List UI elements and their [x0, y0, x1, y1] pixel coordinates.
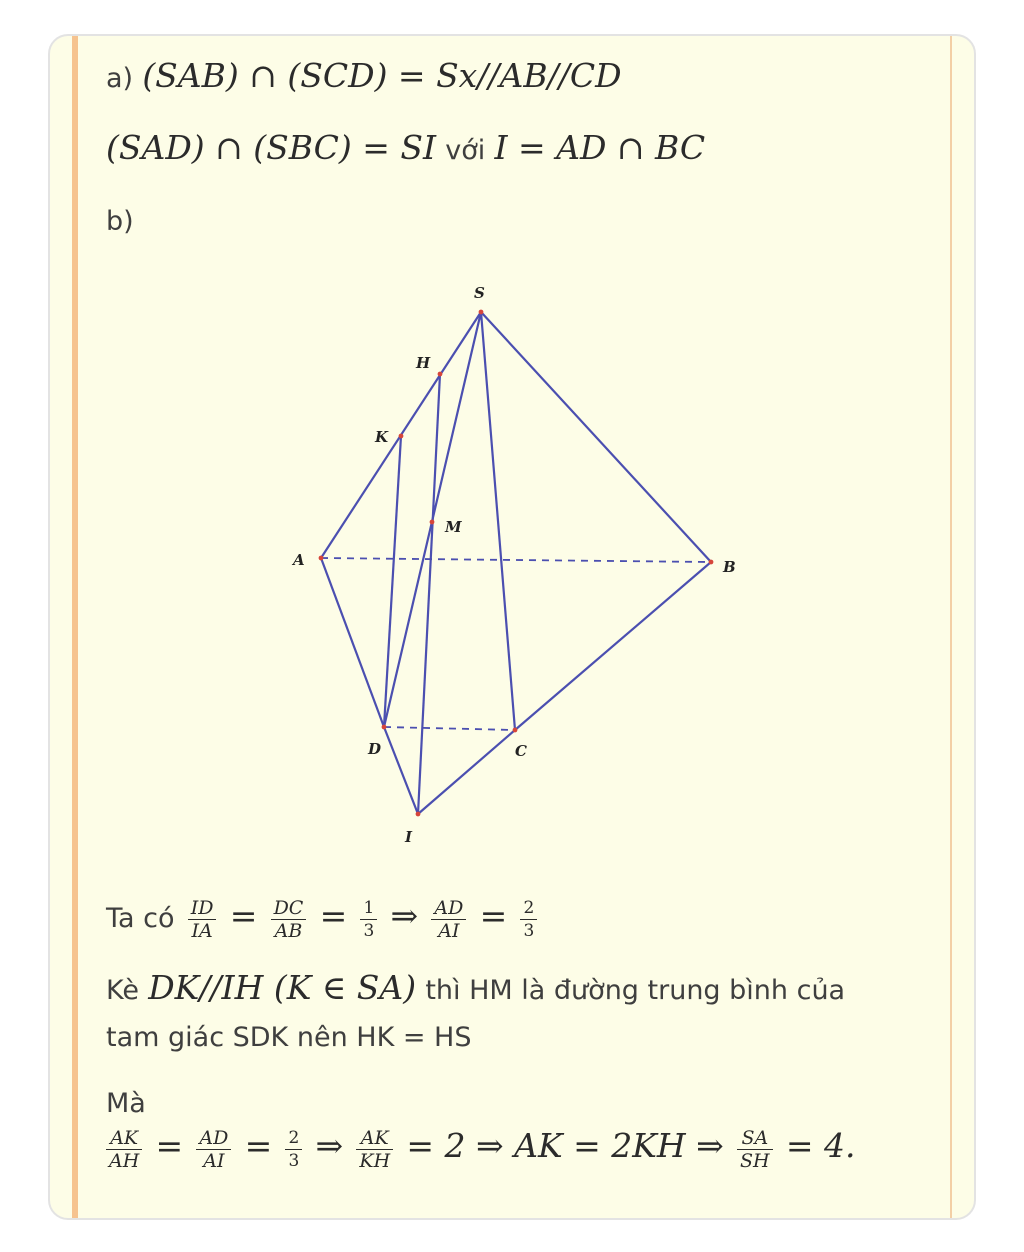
fraction-id-ia: $\frac{ID}{IA}$ — [188, 897, 217, 942]
label-m: M — [445, 518, 462, 536]
top-strip — [0, 0, 1024, 22]
fraction-one-third: $\frac{1}{3}$ — [360, 897, 377, 942]
label-b: B — [723, 558, 736, 576]
ma-label: Mà — [106, 1088, 146, 1119]
construction-line-1 — [106, 968, 845, 1011]
point-h — [438, 372, 443, 377]
ak-equals-2kh: = 2 ⇒ AK = 2KH ⇒ — [406, 1126, 724, 1165]
final-result: = 4. — [785, 1126, 856, 1165]
edge-kd — [384, 436, 401, 727]
part-b-label: b) — [106, 206, 134, 237]
edge-sc — [481, 312, 515, 730]
edge-dc-hidden — [384, 727, 515, 730]
label-k: K — [375, 428, 389, 446]
fraction-two-thirds-2: $\frac{2}{3}$ — [285, 1127, 302, 1172]
edge-ci — [418, 730, 515, 814]
edge-ab-hidden — [321, 558, 711, 562]
edge-di — [384, 727, 418, 814]
fraction-ak-kh: $\frac{AK}{KH}$ — [356, 1127, 393, 1172]
point-s — [479, 310, 484, 315]
fraction-ak-ah: $\frac{AK}{AH}$ — [106, 1127, 142, 1172]
label-i: I — [405, 828, 413, 846]
planes-intersection-1: (SAB) ∩ (SCD) = Sx//AB//CD — [142, 56, 622, 95]
edge-hi — [418, 374, 440, 814]
point-m — [430, 520, 435, 525]
midline-text: thì HM là đường trung bình của — [425, 975, 846, 1006]
implies-arrow: ⇒ — [390, 896, 419, 935]
planes-intersection-2: (SAD) ∩ (SBC) = SI — [106, 128, 437, 167]
label-d: D — [368, 740, 382, 758]
part-a-label: a) — [106, 63, 134, 94]
label-a: A — [293, 551, 305, 569]
point-i — [416, 812, 421, 817]
parallel-statement: DK//IH (K ∈ SA) — [148, 968, 417, 1007]
answer-card — [48, 34, 976, 1220]
ratio-line: Ta có $\frac{ID}{IA}$ = $\frac{DC}{AB}$ = $\frac{1}{3}$ ⇒ $\frac{AD}{AI}$ = $\frac{2}{3}$ — [106, 888, 541, 947]
fraction-dc-ab: $\frac{DC}{AB}$ — [271, 897, 307, 942]
connector-word: với — [445, 135, 486, 166]
label-s: S — [474, 284, 485, 302]
edge-ad — [321, 558, 384, 727]
point-a — [319, 556, 324, 561]
label-c: C — [515, 742, 527, 760]
point-c — [513, 728, 518, 733]
fraction-ad-ai: $\frac{AD}{AI}$ — [431, 897, 466, 942]
point-i-definition: I = AD ∩ BC — [494, 128, 706, 167]
ratio-prefix: Ta có — [106, 903, 175, 934]
construction-line-2 — [106, 1016, 472, 1058]
final-equation-line: $\frac{AK}{AH}$ = $\frac{AD}{AI}$ = $\frac{2}{3}$ ⇒ $\frac{AK}{KH}$ = 2 ⇒ AK = 2KH ⇒ $\frac{SA}{SH}$ = 4. — [106, 1118, 855, 1175]
fraction-two-thirds: $\frac{2}{3}$ — [520, 897, 537, 942]
fraction-sa-sh: $\frac{SA}{SH}$ — [737, 1127, 773, 1172]
edge-sb — [481, 312, 711, 562]
ke-word: Kè — [106, 975, 139, 1006]
fraction-ad-ai-2: $\frac{AD}{AI}$ — [196, 1127, 231, 1172]
edge-bc — [515, 562, 711, 730]
point-k — [399, 434, 404, 439]
conclusion-text: tam giác SDK nên HK = HS — [106, 1022, 472, 1053]
point-b — [709, 560, 714, 565]
label-h: H — [416, 354, 431, 372]
point-d — [382, 725, 387, 730]
